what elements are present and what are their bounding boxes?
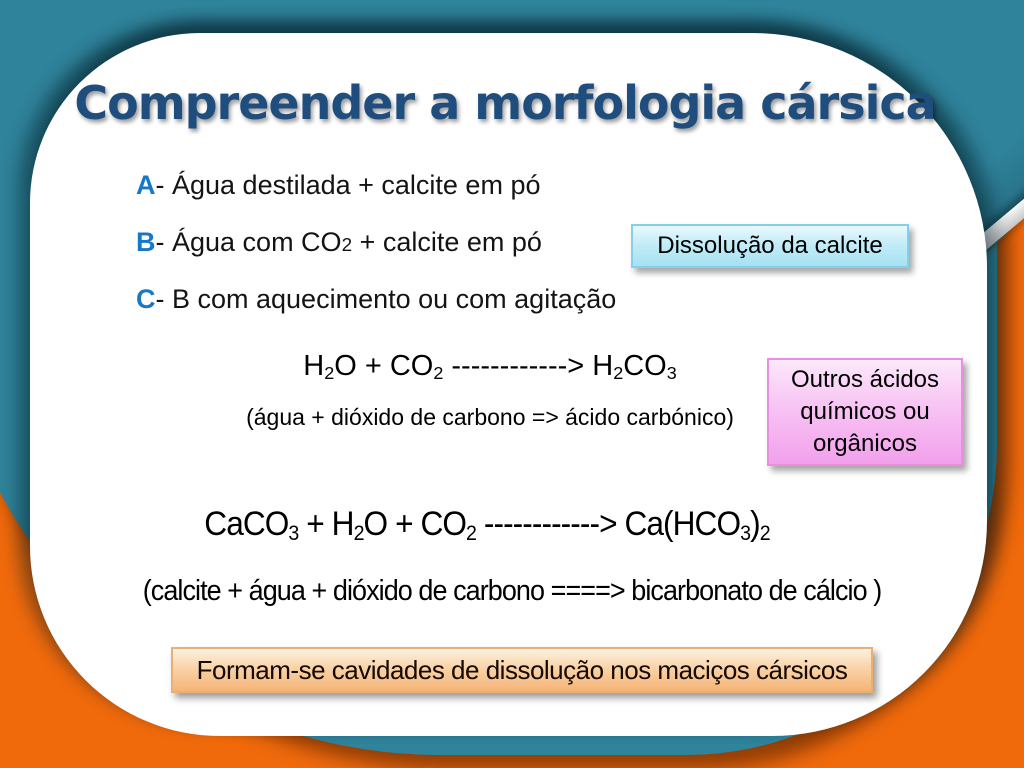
callout-outros-acidos: Outros ácidos químicos ou orgânicos bbox=[767, 358, 963, 466]
eq2-subscript: 3 bbox=[288, 521, 299, 545]
item-b-subscript: 2 bbox=[341, 235, 353, 256]
callout-formam-se-cavidades: Formam-se cavidades de dissolução nos maciços cársicos bbox=[171, 647, 873, 693]
eq1-part: ------------> H bbox=[443, 350, 614, 382]
eq1-part: H bbox=[303, 350, 325, 382]
item-c-letter: C bbox=[136, 284, 156, 314]
eq2-part: O + CO bbox=[363, 505, 467, 543]
eq2-subscript: 2 bbox=[466, 521, 477, 545]
eq2-subscript: 2 bbox=[353, 521, 364, 545]
eq1-subscript: 2 bbox=[613, 362, 624, 383]
equation-bicarbonate bbox=[45, 505, 929, 544]
equation-1-caption: (água + dióxido de carbono => ácido carbónico) bbox=[246, 404, 734, 430]
item-b-text-pre: - Água com CO bbox=[155, 227, 342, 257]
eq2-part: ------------> Ca(HCO bbox=[476, 505, 741, 543]
eq2-part: + H bbox=[298, 505, 354, 543]
eq2-part: ) bbox=[750, 505, 760, 543]
eq1-subscript: 2 bbox=[433, 362, 444, 383]
equation-2-caption: (calcite + água + dióxido de carbono ====> bicarbonato de cálcio ) bbox=[142, 575, 882, 607]
eq2-part: CaCO bbox=[204, 505, 289, 543]
callout-dissolucao-da-calcite: Dissolução da calcite bbox=[631, 224, 909, 268]
eq2-subscript: 3 bbox=[740, 521, 751, 545]
eq1-part: O + CO bbox=[334, 350, 434, 382]
slide-title: Compreender a morfologia cársica bbox=[74, 76, 936, 130]
item-b-text-post: + calcite em pó bbox=[352, 227, 542, 257]
item-c-text: - B com aquecimento ou com agitação bbox=[155, 284, 617, 314]
eq1-subscript: 3 bbox=[666, 362, 677, 383]
list-item-c bbox=[136, 284, 616, 315]
list-item-b bbox=[136, 227, 542, 258]
eq1-part: CO bbox=[623, 350, 667, 382]
eq1-subscript: 2 bbox=[324, 362, 335, 383]
eq2-subscript: 2 bbox=[759, 521, 770, 545]
item-b-letter: B bbox=[136, 227, 156, 257]
list-item-a bbox=[136, 170, 540, 201]
item-a-text: - Água destilada + calcite em pó bbox=[155, 170, 541, 200]
item-a-letter: A bbox=[136, 170, 156, 200]
